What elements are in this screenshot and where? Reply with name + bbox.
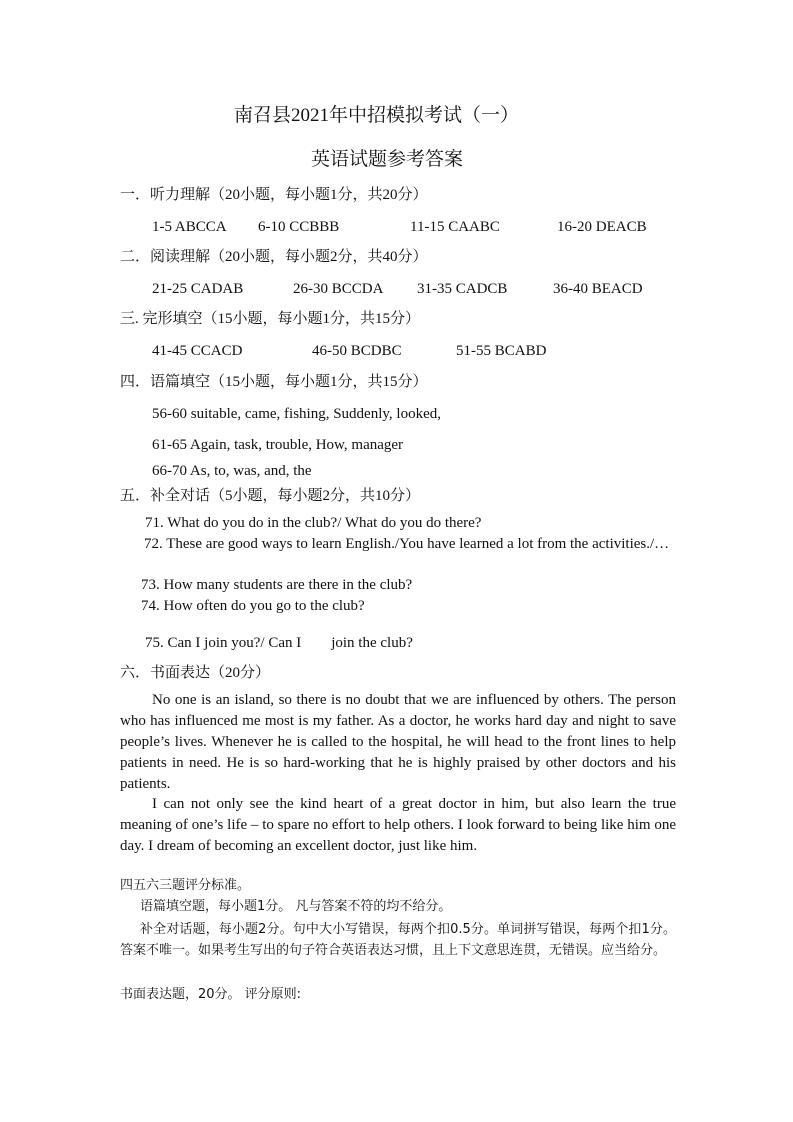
rubric-title: 四五六三题评分标准。	[120, 878, 251, 893]
section-4-heading: 四．语篇填空（15小题，每小题1分，共15分）	[120, 374, 428, 390]
answer-61-65: 61-65 Again, task, trouble, How, manager	[152, 437, 404, 453]
answer-36-40: 36-40 BEACD	[553, 281, 643, 297]
answer-74: 74. How often do you go to the club?	[141, 598, 365, 614]
answer-73: 73. How many students are there in the club?	[141, 577, 413, 593]
section-6-heading: 六．书面表达（20分）	[120, 665, 271, 681]
answer-16-20: 16-20 DEACB	[557, 219, 647, 235]
answer-66-70: 66-70 As, to, was, and, the	[152, 463, 312, 479]
answer-71: 71. What do you do in the club?/ What do you do there?	[145, 515, 482, 531]
answer-6-10: 6-10 CCBBB	[258, 219, 340, 235]
rubric-writing: 书面表达题，20分。 评分原则:	[120, 987, 302, 1002]
answer-72: 72. These are good ways to learn English./You have learned a lot from the activities./…	[144, 536, 670, 552]
page-title: 南召县2021年中招模拟考试（一）	[234, 105, 520, 126]
section-1-heading: 一．听力理解（20小题，每小题1分，共20分）	[120, 187, 428, 203]
answer-41-45: 41-45 CCACD	[152, 343, 243, 359]
answer-75: 75. Can I join you?/ Can I join the club?	[145, 635, 413, 651]
page-subtitle: 英语试题参考答案	[311, 149, 464, 170]
answer-11-15: 11-15 CAABC	[410, 219, 500, 235]
answer-26-30: 26-30 BCCDA	[293, 281, 384, 297]
answer-1-5: 1-5 ABCCA	[152, 219, 227, 235]
answer-31-35: 31-35 CADCB	[417, 281, 508, 297]
essay-paragraph-1: No one is an island, so there is no doubt that we are influenced by others. The person who has influenced me most is my father. As a doctor, he works hard day and night to save people’s lives. Whenever he is called to the hospital, he will head to the front lines to help patients in need. He is so hard-working that he is highly praised by other doctors and his patients.	[120, 692, 676, 792]
answer-51-55: 51-55 BCABD	[456, 343, 547, 359]
section-3-heading: 三. 完形填空（15小题，每小题1分，共15分）	[120, 311, 421, 327]
answer-46-50: 46-50 BCDBC	[312, 343, 402, 359]
answer-56-60: 56-60 suitable, came, fishing, Suddenly, looked,	[152, 406, 441, 422]
section-5-heading: 五．补全对话（5小题，每小题2分，共10分）	[120, 488, 421, 504]
rubric-cloze: 语篇填空题，每小题1分。 凡与答案不符的均不给分。	[140, 899, 452, 914]
section-2-heading: 二．阅读理解（20小题，每小题2分，共40分）	[120, 249, 428, 265]
answer-21-25: 21-25 CADAB	[152, 281, 244, 297]
rubric-dialogue: 补全对话题，每小题2分。句中大小写错误，每两个扣0.5分。单词拼写错误，每两个扣1分。答案不唯一。如果考生写出的句子符合英语表达习惯，且上下文意思连贯，无错误。应当给分。	[120, 922, 676, 958]
essay-paragraph-2: I can not only see the kind heart of a great doctor in him, but also learn the true meaning of one’s life – to spare no effort to help others. I look forward to being like him one day. I dream of becoming an excellent doctor, just like him.	[120, 796, 676, 854]
